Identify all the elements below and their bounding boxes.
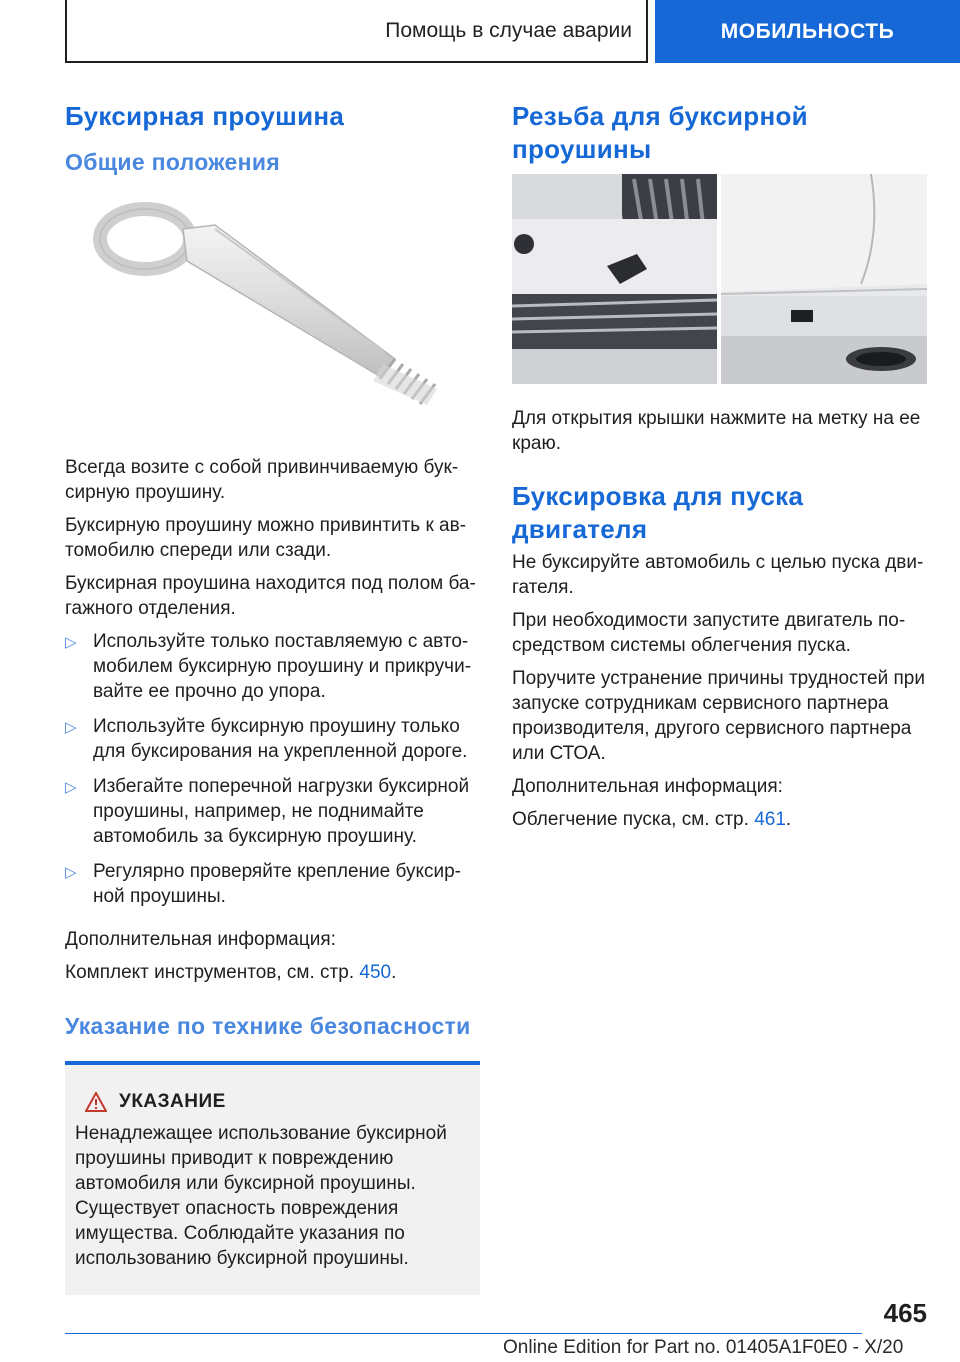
left-column [65, 100, 480, 1295]
list-item: ▷ Избегайте поперечной нагрузки буксирной проушины, например, не поднимайте автомобиль за буксирную проушину. [65, 776, 470, 847]
towstart-paragraph-1: Не буксируйте автомобиль с целью пуска двигателя. [512, 552, 924, 598]
header-section [65, 0, 648, 63]
footer-edition: Online Edition for Part no. 01405A1F0E0 - X/20 [503, 1337, 904, 1358]
toolkit-reference: Комплект инструментов, см. стр. 450. [65, 962, 397, 983]
page-number: 465 [883, 1298, 927, 1328]
warning-label: УКАЗАНИЕ [119, 1091, 226, 1112]
general-bullet-list [65, 629, 480, 909]
list-item: ▷ Используйте только поставляемую с автомобилем буксирную проушину и прикручивайте ее прочно до упора. [65, 631, 472, 702]
triangle-right-icon: ▷ [65, 864, 77, 881]
jumpstart-page-link[interactable]: 461 [754, 809, 786, 830]
towstart-paragraph-2: При необходимости запустите двигатель посредством системы облегчения пуска. [512, 610, 906, 656]
towstart-heading: Буксировка для пуска двигателя [512, 481, 804, 544]
thread-text: Для открытия крышки нажмите на метку на ее краю. [512, 408, 921, 454]
warning-text: Ненадлежащее использование буксирной проушины приводит к повреждению автомобиля или буксирной проушины. Существует опасность повреждения имущества. Соблюдайте указания по использованию буксирной проушины. [75, 1123, 447, 1269]
header-chapter-label: МОБИЛЬНОСТЬ [720, 19, 895, 43]
tow-eye-title: Буксирная проушина [65, 101, 345, 131]
general-paragraph-3: Буксирная проушина находится под полом багажного отделения. [65, 573, 476, 619]
tow-eye-drawing [65, 189, 480, 449]
towstart-paragraph-3: Поручите устранение причины трудностей при запуске сотрудникам сервисного партнера производителя, другого сервисного партнера или СТОА. [512, 668, 925, 764]
warning-triangle-icon [85, 1092, 107, 1112]
general-paragraph-1: Всегда возите с собой привинчиваемую буксирную проушину. [65, 457, 459, 503]
triangle-right-icon: ▷ [65, 779, 77, 796]
jumpstart-reference: Облегчение пуска, см. стр. 461. [512, 809, 792, 830]
rear-bumper-image [721, 174, 927, 384]
list-item: ▷ Регулярно проверяйте крепление буксирной проушины. [65, 861, 461, 907]
right-column [512, 100, 932, 840]
general-heading: Общие положения [65, 149, 280, 175]
triangle-right-icon: ▷ [65, 719, 77, 736]
warning-box [65, 1061, 480, 1295]
front-bumper-image [512, 174, 717, 384]
general-paragraph-2: Буксирную проушину можно привинтить к автомобилю спереди или сзади. [65, 515, 467, 561]
header-section-label: Помощь в случае аварии [385, 18, 632, 42]
tow-thread-photo [512, 174, 927, 384]
tow-eye-illustration [65, 189, 480, 449]
safety-heading: Указание по технике безопасности [65, 1013, 471, 1039]
footer-divider [65, 1333, 862, 1334]
header-chapter-tab[interactable] [655, 0, 960, 63]
list-item: ▷ Используйте буксирную проушину только для буксирования на укрепленной дороге. [65, 716, 468, 762]
triangle-right-icon: ▷ [65, 634, 77, 651]
warning-title [75, 1091, 472, 1113]
more-info-label: Дополнительная информация: [65, 929, 336, 950]
towstart-more-info: Дополнительная информация: [512, 776, 783, 797]
toolkit-page-link[interactable]: 450 [359, 962, 392, 983]
thread-heading: Резьба для буксирной проушины [512, 101, 808, 164]
